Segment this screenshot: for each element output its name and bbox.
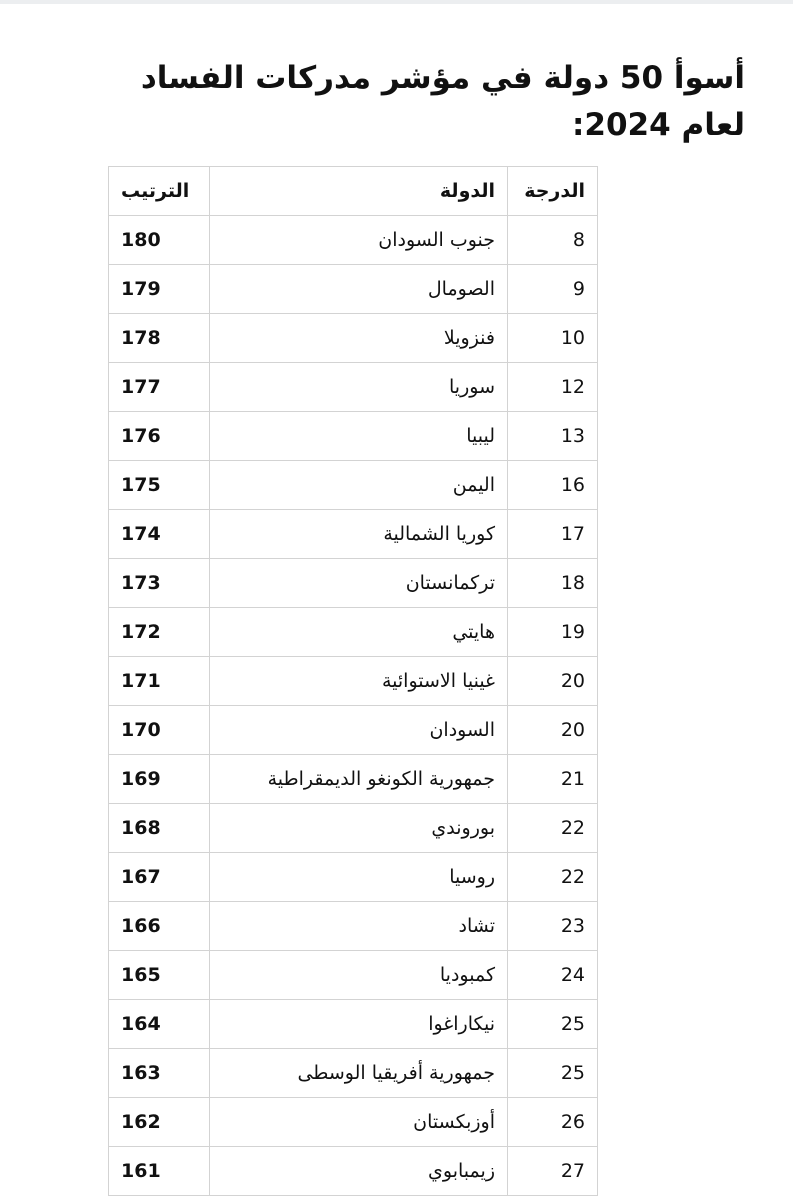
country-cell: روسيا — [210, 853, 508, 902]
table-row — [109, 363, 598, 412]
score-cell: 20 — [508, 657, 598, 706]
table-row — [109, 265, 598, 314]
country-cell: ليبيا — [210, 412, 508, 461]
table-row — [109, 657, 598, 706]
rank-cell: 178 — [109, 314, 210, 363]
score-cell: 10 — [508, 314, 598, 363]
table-row — [109, 559, 598, 608]
table-body — [109, 216, 598, 1196]
country-cell: نيكاراغوا — [210, 1000, 508, 1049]
country-cell: السودان — [210, 706, 508, 755]
country-cell: الصومال — [210, 265, 508, 314]
ranking-table — [108, 166, 598, 1196]
table-row — [109, 804, 598, 853]
country-cell: كمبوديا — [210, 951, 508, 1000]
rank-cell: 163 — [109, 1049, 210, 1098]
score-cell: 12 — [508, 363, 598, 412]
rank-cell: 162 — [109, 1098, 210, 1147]
rank-cell: 173 — [109, 559, 210, 608]
country-cell: كوريا الشمالية — [210, 510, 508, 559]
country-cell: تشاد — [210, 902, 508, 951]
rank-cell: 169 — [109, 755, 210, 804]
rank-cell: 166 — [109, 902, 210, 951]
country-cell: غينيا الاستوائية — [210, 657, 508, 706]
country-cell: بوروندي — [210, 804, 508, 853]
country-cell: جمهورية أفريقيا الوسطى — [210, 1049, 508, 1098]
score-cell: 9 — [508, 265, 598, 314]
table-row — [109, 1000, 598, 1049]
header-country: الدولة — [210, 167, 508, 216]
score-cell: 25 — [508, 1049, 598, 1098]
table-row — [109, 755, 598, 804]
country-cell: زيمبابوي — [210, 1147, 508, 1196]
rank-cell: 175 — [109, 461, 210, 510]
country-cell: تركمانستان — [210, 559, 508, 608]
score-cell: 22 — [508, 804, 598, 853]
score-cell: 27 — [508, 1147, 598, 1196]
rank-cell: 161 — [109, 1147, 210, 1196]
rank-cell: 164 — [109, 1000, 210, 1049]
score-cell: 18 — [508, 559, 598, 608]
table-row — [109, 412, 598, 461]
table-row — [109, 461, 598, 510]
country-cell: هايتي — [210, 608, 508, 657]
country-cell: اليمن — [210, 461, 508, 510]
page-title: أسوأ 50 دولة في مؤشر مدركات الفساد لعام 2024: — [140, 60, 745, 143]
top-strip — [0, 0, 793, 4]
rank-cell: 176 — [109, 412, 210, 461]
score-cell: 24 — [508, 951, 598, 1000]
table-row — [109, 608, 598, 657]
score-cell: 13 — [508, 412, 598, 461]
country-cell: أوزبكستان — [210, 1098, 508, 1147]
ranking-table-container — [108, 166, 597, 1196]
table-row — [109, 1147, 598, 1196]
rank-cell: 174 — [109, 510, 210, 559]
table-header-row — [109, 167, 598, 216]
score-cell: 20 — [508, 706, 598, 755]
header-score: الدرجة — [508, 167, 598, 216]
table-row — [109, 951, 598, 1000]
country-cell: جنوب السودان — [210, 216, 508, 265]
table-row — [109, 1098, 598, 1147]
score-cell: 21 — [508, 755, 598, 804]
table-row — [109, 510, 598, 559]
table-row — [109, 902, 598, 951]
score-cell: 19 — [508, 608, 598, 657]
country-cell: فنزويلا — [210, 314, 508, 363]
rank-cell: 172 — [109, 608, 210, 657]
score-cell: 8 — [508, 216, 598, 265]
score-cell: 25 — [508, 1000, 598, 1049]
rank-cell: 179 — [109, 265, 210, 314]
header-rank: الترتيب — [109, 167, 210, 216]
rank-cell: 170 — [109, 706, 210, 755]
rank-cell: 167 — [109, 853, 210, 902]
rank-cell: 180 — [109, 216, 210, 265]
rank-cell: 177 — [109, 363, 210, 412]
country-cell: سوريا — [210, 363, 508, 412]
score-cell: 22 — [508, 853, 598, 902]
score-cell: 16 — [508, 461, 598, 510]
table-row — [109, 1049, 598, 1098]
table-row — [109, 706, 598, 755]
score-cell: 17 — [508, 510, 598, 559]
rank-cell: 171 — [109, 657, 210, 706]
rank-cell: 168 — [109, 804, 210, 853]
score-cell: 23 — [508, 902, 598, 951]
table-row — [109, 314, 598, 363]
country-cell: جمهورية الكونغو الديمقراطية — [210, 755, 508, 804]
table-row — [109, 853, 598, 902]
score-cell: 26 — [508, 1098, 598, 1147]
table-row — [109, 216, 598, 265]
rank-cell: 165 — [109, 951, 210, 1000]
